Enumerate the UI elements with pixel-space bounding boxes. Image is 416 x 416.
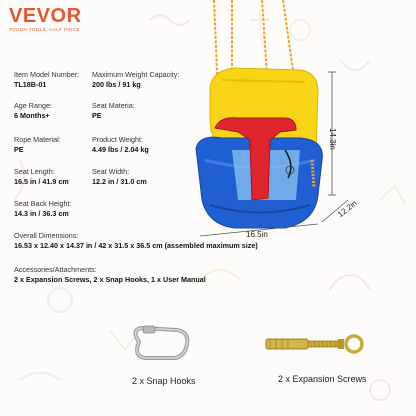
spec-seat-width: Seat Width: 12.2 in / 31.0 cm xyxy=(92,167,147,186)
dimension-length-label: 16.5in xyxy=(246,230,268,239)
spec-model-number: Item Model Number: TL18B-01 xyxy=(14,70,80,89)
expansion-screw-image xyxy=(258,325,368,365)
spec-max-weight: Maximum Weight Capacity: 200 lbs / 91 kg xyxy=(92,70,180,89)
spec-seat-length: Seat Length: 16.5 in / 41.9 cm xyxy=(14,167,69,186)
snap-hook-image xyxy=(125,322,195,370)
spec-product-weight: Product Weight: 4.49 lbs / 2.04 kg xyxy=(92,135,149,154)
dimension-width-label: 12.2in xyxy=(336,198,359,220)
brand-name: VEVOR xyxy=(9,5,82,27)
brand-tagline: TOUGH TOOLS, HALF PRICE xyxy=(9,27,80,32)
caption-expansion-screws: 2 x Expansion Screws xyxy=(278,374,367,384)
spec-rope-material: Rope Material: PE xyxy=(14,135,61,154)
spec-seat-material: Seat Materia: PE xyxy=(92,101,135,120)
accessories: Accessories/Attachments: 2 x Expansion Screws, 2 x Snap Hooks, 1 x User Manual xyxy=(14,265,206,284)
overall-dimensions: Overall Dimensions: 16.53 x 12.40 x 14.37 in / 42 x 31.5 x 36.5 cm (assembled maximum size) xyxy=(14,231,258,250)
caption-snap-hooks: 2 x Snap Hooks xyxy=(132,376,196,386)
dimension-height-label: 14.3in xyxy=(328,128,337,150)
spec-seat-back-height: Seat Back Height: 14.3 in / 36.3 cm xyxy=(14,199,72,218)
spec-age-range: Age Range: 6 Months+ xyxy=(14,101,52,120)
